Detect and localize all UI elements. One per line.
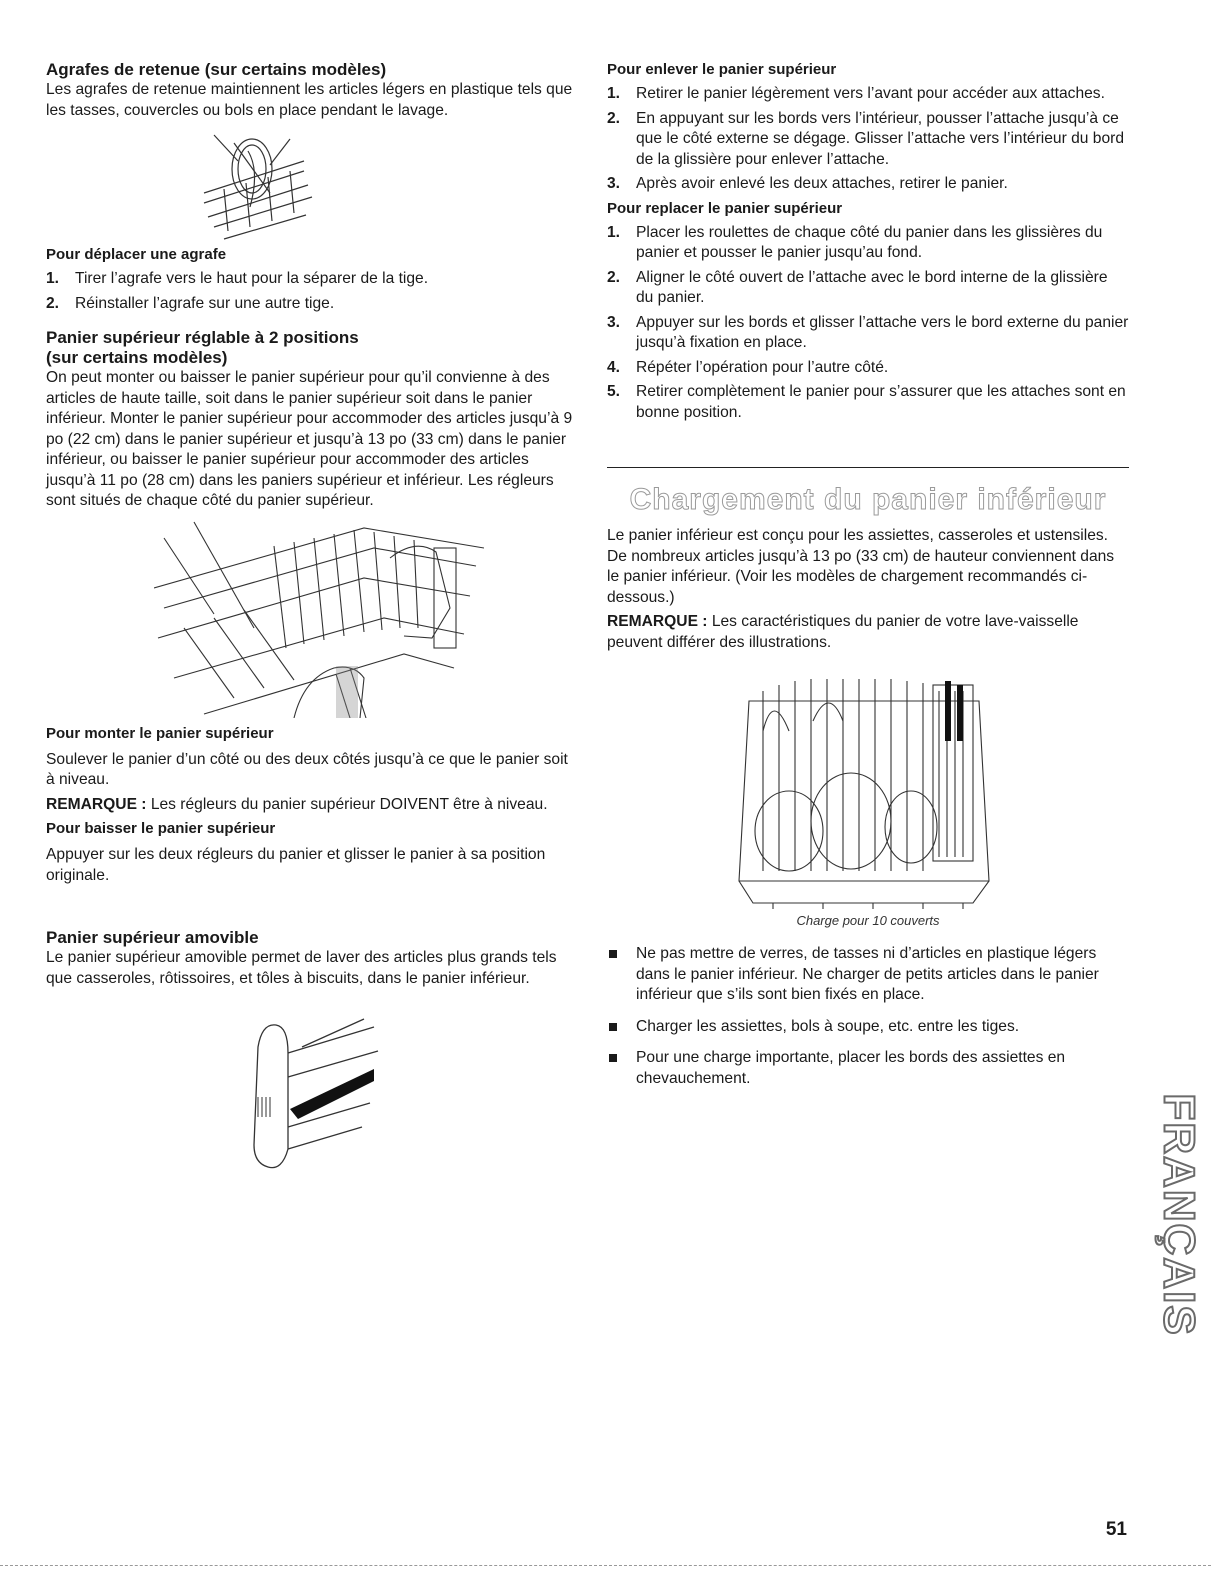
section-text: Le panier inférieur est conçu pour les assiettes, casseroles et ustensiles. De nombreux articles jusqu’à 13 po (33 cm) de hauteur conviennent dans le panier inférieur. (Voir les modèles de chargement recommandés ci-dessous.) bbox=[607, 527, 1115, 606]
section-remove-upper-rack bbox=[607, 60, 1129, 195]
list-item: 2. Aligner le côté ouvert de l’attache avec le bord interne de la glissière du panier. bbox=[607, 268, 1108, 306]
bullet-list bbox=[607, 944, 1129, 1089]
bottom-rule bbox=[0, 1565, 1211, 1566]
section-adjustable-rack bbox=[46, 328, 574, 512]
list-item: Pour une charge importante, placer les bords des assiettes en chevauchement. bbox=[607, 1048, 1129, 1089]
list-item: 1. Retirer le panier légèrement vers l’avant pour accéder aux attaches. bbox=[607, 85, 1105, 102]
section-heading: Chargement du panier inférieur bbox=[629, 483, 1107, 516]
steps-list bbox=[607, 84, 1129, 195]
list-item: Charger les assiettes, bols à soupe, etc. entre les tiges. bbox=[607, 1017, 1129, 1038]
section-removable-rack bbox=[46, 928, 574, 989]
section-text: Soulever le panier d’un côté ou des deux côtés jusqu’à ce que le panier soit à niveau. bbox=[46, 750, 568, 788]
rack-adjuster-illustration bbox=[154, 518, 484, 718]
section-title: Pour enlever le panier supérieur bbox=[607, 61, 837, 78]
bullet-icon bbox=[609, 950, 617, 958]
section-retaining-clips bbox=[46, 60, 574, 121]
rack-clip-illustration bbox=[242, 1017, 382, 1177]
section-raise-rack bbox=[46, 724, 574, 816]
section-title: Agrafes de retenue (sur certains modèles) bbox=[46, 60, 387, 79]
steps-list bbox=[607, 223, 1129, 424]
figure-caption: Charge pour 10 couverts bbox=[796, 913, 940, 928]
list-item: 3. Appuyer sur les bords et glisser l’attache vers le bord externe du panier jusqu’à fixation en place. bbox=[607, 313, 1129, 351]
section-text: Le panier supérieur amovible permet de laver des articles plus grands tels que casseroles, rôtissoires, et tôles à biscuits, dans le panier inférieur. bbox=[46, 949, 557, 987]
section-title: Pour déplacer une agrafe bbox=[46, 246, 227, 263]
section-title: Pour replacer le panier supérieur bbox=[607, 199, 843, 217]
list-item: 4. Répéter l’opération pour l’autre côté. bbox=[607, 358, 889, 376]
list-item: 5. Retirer complètement le panier pour s’assurer que les attaches sont en bonne position. bbox=[607, 383, 1126, 421]
list-item: 2. En appuyant sur les bords vers l’intérieur, pousser l’attache jusqu’à ce que le côté externe se dégage. Glisser l’attache vers l’intérieur du bord de la glissière pour enlever l’attache. bbox=[607, 109, 1125, 168]
section-text: Appuyer sur les deux régleurs du panier et glisser le panier à sa position originale. bbox=[46, 846, 546, 884]
note: REMARQUE : Les caractéristiques du panier de votre lave-vaisselle peuvent différer des illustrations. bbox=[607, 613, 1079, 651]
right-column bbox=[607, 60, 1129, 1100]
section-lower-rack bbox=[46, 819, 574, 886]
section-replace-upper-rack bbox=[607, 199, 1129, 424]
section-title: Panier supérieur réglable à 2 positions (sur certains modèles) bbox=[46, 328, 359, 367]
steps-list bbox=[46, 269, 574, 314]
list-item: Ne pas mettre de verres, de tasses ni d’articles en plastique légers dans le panier inférieur. Ne charger de petits articles dans le panier inférieur que s’ils sont bien fixés en place. bbox=[607, 944, 1129, 1006]
list-item: 2. Réinstaller l’agrafe sur une autre tige. bbox=[46, 294, 335, 312]
section-text: On peut monter ou baisser le panier supérieur pour qu’il convienne à des articles de haute taille, soit dans le panier supérieur soit dans le panier inférieur. Monter le panier supérieur pour accommoder des articles jusqu’à 9 po (22 cm) dans le panier supérieur et jusqu’à 13 po (33 cm) dans le panier inférieur, ou baisser le panier supérieur pour accommoder des articles jusqu’à 11 po (28 cm) dans les paniers supérieur et inférieur. Les régleurs sont situés de chaque côté du panier supérieur. bbox=[46, 369, 573, 509]
section-title: Pour baisser le panier supérieur bbox=[46, 820, 276, 837]
list-item: 3. Après avoir enlevé les deux attaches, retirer le panier. bbox=[607, 175, 1008, 192]
list-item: 1. Tirer l’agrafe vers le haut pour la séparer de la tige. bbox=[46, 270, 429, 287]
section-move-clip bbox=[46, 245, 574, 314]
bullet-icon bbox=[609, 1023, 617, 1031]
note: REMARQUE : Les régleurs du panier supérieur DOIVENT être à niveau. bbox=[46, 795, 548, 813]
page-number: 51 bbox=[1105, 1519, 1127, 1540]
clip-illustration bbox=[194, 131, 314, 243]
left-column bbox=[46, 60, 574, 1177]
list-item: 1. Placer les roulettes de chaque côté du panier dans les glissières du panier et pousser le panier jusqu’au fond. bbox=[607, 223, 1103, 261]
section-divider bbox=[607, 467, 1129, 468]
lower-rack-illustration bbox=[733, 671, 995, 911]
section-title: Panier supérieur amovible bbox=[46, 928, 259, 947]
section-lower-rack-loading bbox=[607, 482, 1129, 1089]
bullet-icon bbox=[609, 1054, 617, 1062]
section-text: Les agrafes de retenue maintiennent les articles légers en plastique tels que les tasses, couvercles ou bols en place pendant le lavage. bbox=[46, 81, 573, 119]
language-side-tab: FRANÇAIS bbox=[1155, 1093, 1205, 1337]
section-title: Pour monter le panier supérieur bbox=[46, 724, 274, 742]
